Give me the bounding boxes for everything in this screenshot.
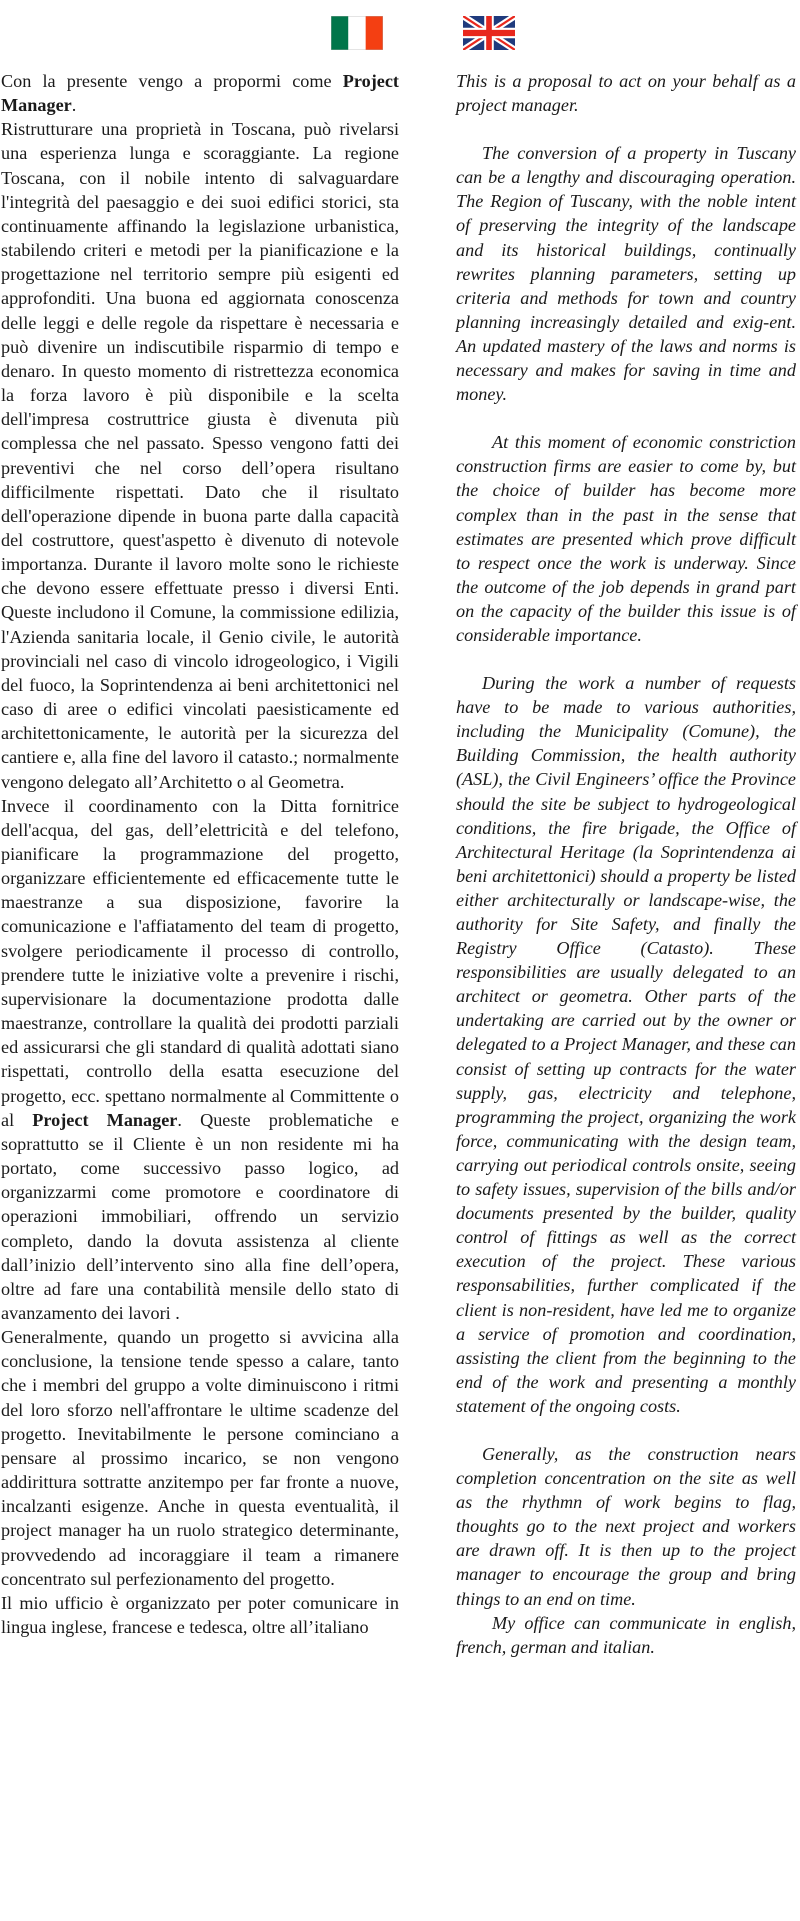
intro-text: Con la presente vengo a propormi come: [1, 71, 343, 91]
italian-paragraph-2: [1, 794, 399, 1325]
italian-flag-icon[interactable]: [331, 16, 383, 50]
english-paragraph-3: During the work a number of requests have to be made to various authorities, including the Municipality (Comune), the Building Commission, the health authority (ASL), the Civil Engineers’ office the Province should the site be subject to hydrogeological conditions, the fire brigade, the Office of Architectural Heritage (la Soprintendenza ai beni architettonici) should a property be listed either architecturally or landscape-wise, the authority for Site Safety, and finally the Registry Office (Catasto). These responsibilities are usually delegated to an architect or geometra. Other parts of the undertaking are carried out by the owner or delegated to a Project Manager, and these can consist of setting up contracts for the water supply, gas, electricity and telephone, programming the project, organizing the work force, communicating with the design team, carrying out periodical controls onsite, seeing to safety issues, supervision of the bills and/or documents presented by the builder, quality control of fittings as well as the correct execution of the project. These various responsabilities, further complicated if the client is non-resident, have led me to organize a service of promotion and coordination, assisting the client from the beginning to the end of the work and presenting a monthly statement of the ongoing costs.: [456, 673, 796, 1416]
english-paragraph-4: Generally, as the construction nears completion concentration on the site as well as the rhythmn of work begins to flag, thoughts go to the next project and workers are drawn off. It is then up to the project manager to encourage the group and bring things to an end on time.: [456, 1443, 796, 1609]
english-column: [456, 69, 796, 1683]
intro-period: .: [71, 95, 77, 116]
italian-column: [1, 69, 399, 1639]
italian-paragraph-1: Ristrutturare una proprietà in Toscana, può rivelarsi una esperienza lunga e scoraggiante. La regione Toscana, con il nobile intento di salvaguardare l'integrità del paesaggio e dei suoi edifici storici, sta continuamente affinando la legislazione urbanistica, stabilendo criteri e metodi per la pianificazione e la progettazione nel territorio sempre più esigenti ed approfonditi. Una buona ed aggiornata conoscenza delle leggi e delle regole da rispettare è necessaria e può divenire un indiscutibile risparmio di tempo e denaro. In questo momento di ristrettezza economica la forza lavoro è più disponibile e la scelta dell'impresa costruttrice giusta è divenuta più complessa che nel passato. Spesso vengono fatti dei preventivi che nel corso dell’opera risultano difficilmente rispettati. Dato che il risultato dell'operazione dipende in buona parte dalla capacità del costruttore, quest'aspetto è divenuto di notevole importanza. Durante il lavoro molte sono le richieste che devono essere effettuate presso i diversi Enti. Queste includono il Comune, la commissione edilizia, l'Azienda sanitaria locale, il Genio civile, le autorità provinciali nel caso di vincolo idrogeologico, i Vigili del fuoco, la Soprintendenza ai beni architettonici nel caso di aree o edifici vincolati paesisticamente ed architettonicamente, le autorità per la sicurezza del cantiere e, alla fine del lavoro il catasto.; normalmente vengono delegato all’Architetto o al Geometra.: [1, 119, 399, 792]
italian-paragraph-4: Il mio ufficio è organizzato per poter comunicare in lingua inglese, francese e tedesca, oltre all’italiano: [1, 1592, 399, 1637]
italian-intro: [1, 69, 399, 117]
english-paragraph-5: My office can communicate in english, french, german and italian.: [456, 1612, 796, 1657]
project-manager-bold: Project Manager: [32, 1109, 178, 1130]
uk-flag-icon[interactable]: [463, 16, 515, 50]
english-paragraph-2: At this moment of economic constriction construction firms are easier to come by, but the choice of builder has become more complex than in the past in the sense that estimates are presented which prove difficult to respect once the work is underway. Since the outcome of the job depends in grand part on the capacity of the builder this issue is of considerable importance.: [456, 432, 796, 645]
paragraph-2-text-cont: . Queste problematiche e soprattutto se il Cliente è un non residente mi ha portato, come successivo passo logico, ad organizzarmi come promotore e coordinatore di operazioni immobiliari, offrendo un servizio completo, dando la dovuta assistenza al cliente dall’inizio dell’intervento sino alla fine dell’opera, oltre ad fare una contabilità mensile dello stato di avanzamento dei lavori .: [1, 1109, 399, 1323]
project-manager-bold: Project Manager: [1, 71, 399, 116]
english-intro: This is a proposal to act on your behalf as a project manager.: [456, 71, 796, 116]
english-paragraph-1: The conversion of a property in Tuscany can be a lengthy and discouraging operation. The Region of Tuscany, with the noble intent of preserving the integrity of the landscape and its historical buildings, continually rewrites planning parameters, setting up criteria and methods for town and country planning increasingly detailed and exig-ent. An updated mastery of the laws and norms is necessary and makes for saving in time and money.: [456, 143, 796, 405]
paragraph-2-text: Invece il coordinamento con la Ditta fornitrice dell'acqua, del gas, dell’elettricità e del telefono, pianificare la programmazione del progetto, organizzare efficientemente ed efficacemente tutte le maestranze a sua disposizione, favorire la comunicazione e l'affiatamento del team di progetto, svolgere periodicamente il processo di controllo, prendere tutte le iniziative volte a prevenire i rischi, supervisionare la documentazione prodotta dalle maestranze, controllare la qualità dei prodotti parziali ed assicurarsi che gli standard di qualità adottati siano rispettati, controllo della esatta esecuzione del progetto, ecc. spettano normalmente al Committente o al: [1, 795, 399, 1130]
italian-paragraph-3: Generalmente, quando un progetto si avvicina alla conclusione, la tensione tende spesso a calare, tanto che i membri del gruppo a volte diminuiscono i ritmi del loro sforzo nell'affrontare le ultime scadenze del progetto. Inevitabilmente le persone cominciano a pensare al prossimo incarico, se non vengono addirittura sottratte anzitempo per far fronte a nuove, incalzanti esigenze. Anche in questa eventualità, il project manager ha un ruolo strategico determinante, provvedendo ad incoraggiare il team a rimanere concentrato sul perfezionamento del progetto.: [1, 1327, 399, 1589]
